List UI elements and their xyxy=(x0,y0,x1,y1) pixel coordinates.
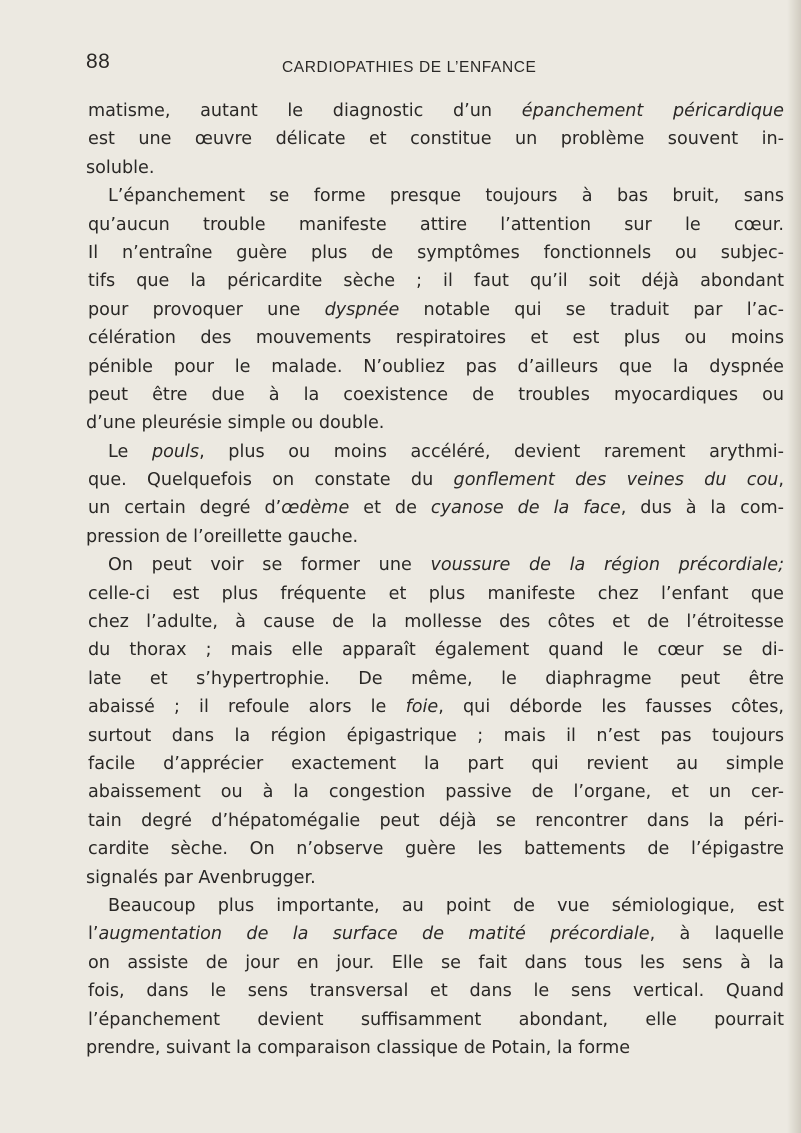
text-line xyxy=(86,551,784,579)
text-line xyxy=(86,466,784,494)
text-run: notable qui se traduit par l’ac- xyxy=(399,299,784,320)
italic-run: œdème xyxy=(281,498,350,519)
text-run: prendre, suivant la comparaison classique de Potain, la forme xyxy=(86,1037,631,1058)
text-run: On peut voir se former une xyxy=(108,555,431,576)
text-line xyxy=(86,154,784,182)
text-run: matisme, autant le diagnostic d’un xyxy=(88,101,522,121)
text-run: l’ xyxy=(88,924,99,945)
text-run: que. Quelquefois on constate du xyxy=(88,470,454,491)
text-line xyxy=(86,665,784,693)
text-run: signalés par Avenbrugger. xyxy=(86,867,316,888)
text-run: , qui déborde les fausses côtes, xyxy=(438,697,784,718)
text-run: late et s’hypertrophie. De même, le diaphragme peut être xyxy=(88,668,784,689)
page-number: 88 xyxy=(86,50,111,73)
text-line xyxy=(86,296,784,324)
text-line xyxy=(86,835,784,863)
text-line xyxy=(86,353,784,381)
text-line xyxy=(86,438,784,466)
text-run: facile d’apprécier exactement la part qui revient au simple xyxy=(88,753,784,774)
text-run: d’une pleurésie simple ou double. xyxy=(86,413,385,434)
text-run: celle-ci est plus fréquente et plus manifeste chez l’enfant que xyxy=(88,583,784,604)
text-line xyxy=(86,211,784,239)
text-line xyxy=(86,580,784,608)
running-title: CARDIOPATHIES DE L’ENFANCE xyxy=(282,59,537,76)
body-text xyxy=(86,97,784,1062)
text-run: tain degré d’hépatomégalie peut déjà se rencontrer dans la péri- xyxy=(88,810,784,831)
text-run: peut être due à la coexistence de troubles myocardiques ou xyxy=(88,384,784,405)
italic-run: cyanose de la face xyxy=(430,498,621,519)
text-line xyxy=(86,523,784,551)
text-run: L’épanchement se forme presque toujours à bas bruit, sans xyxy=(108,186,784,207)
text-run: est une œuvre délicate et constitue un problème souvent in- xyxy=(88,129,784,150)
text-run: Le xyxy=(108,441,152,462)
text-run: abaissé ; il refoule alors le xyxy=(88,697,406,718)
text-line xyxy=(86,125,784,153)
text-line xyxy=(86,409,784,437)
italic-run: épanchement péricardique xyxy=(521,101,785,121)
text-run: un certain degré d’ xyxy=(88,498,282,519)
text-line xyxy=(86,608,784,636)
text-run: cardite sèche. On n’observe guère les battements de l’épigastre xyxy=(88,839,784,860)
text-run: pénible pour le malade. N’oubliez pas d’ailleurs que la dyspnée xyxy=(88,356,784,377)
text-run: et de xyxy=(349,498,431,519)
text-line xyxy=(86,778,784,806)
italic-run: augmentation de la surface de matité précordiale xyxy=(98,924,650,945)
text-run: pour provoquer une xyxy=(88,299,325,320)
text-run: , dus à la com- xyxy=(620,498,784,519)
text-line xyxy=(86,807,784,835)
text-line xyxy=(86,977,784,1005)
italic-run: pouls xyxy=(151,441,200,462)
text-run: on assiste de jour en jour. Elle se fait dans tous les sens à la xyxy=(88,952,784,973)
text-run: , plus ou moins accéléré, devient rarement arythmi- xyxy=(199,441,784,462)
text-run: tifs que la péricardite sèche ; il faut qu’il soit déjà abondant xyxy=(88,271,784,292)
text-line xyxy=(86,1006,784,1034)
text-line xyxy=(86,239,784,267)
text-run: Beaucoup plus importante, au point de vue sémiologique, est xyxy=(108,895,784,916)
text-line xyxy=(86,267,784,295)
text-line xyxy=(86,750,784,778)
text-run: pression de l’oreillette gauche. xyxy=(86,526,359,547)
text-line xyxy=(86,892,784,920)
italic-run: foie xyxy=(405,697,439,718)
text-line xyxy=(86,636,784,664)
text-line xyxy=(86,494,784,522)
page-header xyxy=(86,50,786,80)
text-line xyxy=(86,97,784,125)
text-line xyxy=(86,949,784,977)
text-run: fois, dans le sens transversal et dans le sens vertical. Quand xyxy=(88,981,784,1002)
text-run: abaissement ou à la congestion passive de l’organe, et un cer- xyxy=(88,782,784,803)
text-line xyxy=(86,381,784,409)
text-line xyxy=(86,324,784,352)
page-edge-shadow xyxy=(787,0,801,1133)
text-line xyxy=(86,864,784,892)
italic-run: gonflement des veines du cou xyxy=(453,470,779,491)
text-run: du thorax ; mais elle apparaît également quand le cœur se di- xyxy=(88,640,784,661)
text-run: , xyxy=(778,470,784,491)
text-run: soluble. xyxy=(86,157,155,178)
text-run: célération des mouvements respiratoires et est plus ou moins xyxy=(88,328,784,349)
italic-run: dyspnée xyxy=(324,299,400,320)
text-run: l’épanchement devient suffisamment abondant, elle pourrait xyxy=(88,1009,784,1030)
text-line xyxy=(86,693,784,721)
text-run: , à laquelle xyxy=(649,924,784,945)
text-run: Il n’entraîne guère plus de symptômes fonctionnels ou subjec- xyxy=(88,242,784,263)
text-run: surtout dans la région épigastrique ; mais il n’est pas toujours xyxy=(88,725,784,746)
text-line xyxy=(86,920,784,948)
italic-run: voussure de la région précordiale; xyxy=(430,555,784,576)
text-line xyxy=(86,722,784,750)
text-line xyxy=(86,182,784,210)
text-line xyxy=(86,1034,784,1062)
text-run: chez l’adulte, à cause de la mollesse des côtes et de l’étroitesse xyxy=(88,612,784,633)
text-run: qu’aucun trouble manifeste attire l’attention sur le cœur. xyxy=(88,214,784,235)
